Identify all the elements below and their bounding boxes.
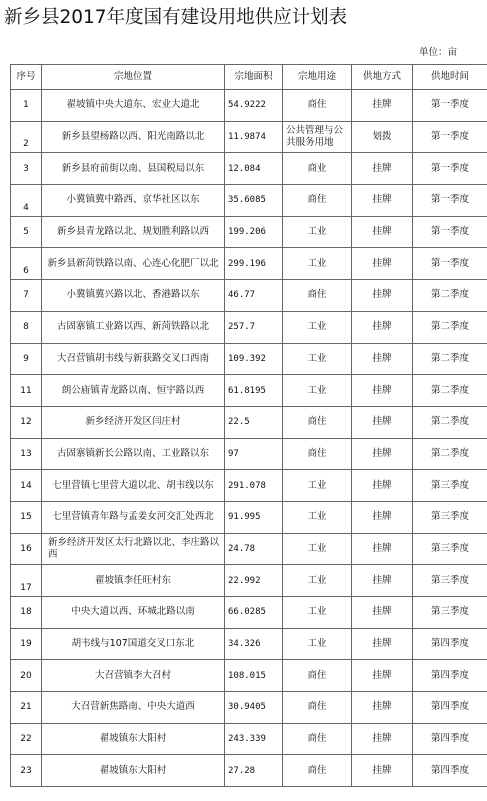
- row-number: 3: [11, 153, 42, 185]
- row-method: 挂牌: [352, 628, 413, 660]
- row-number: 2: [11, 121, 42, 153]
- row-time: 第一季度: [413, 90, 487, 122]
- row-use: 工业: [283, 533, 352, 565]
- row-use: 商住: [283, 406, 352, 438]
- row-location: 新乡县望杨路以西、阳光南路以北: [42, 121, 225, 153]
- header-method: 供地方式: [352, 65, 413, 90]
- row-use: 公共管理与公共服务用地: [283, 121, 352, 153]
- row-location: 中央大道以西、环城北路以南: [42, 597, 225, 629]
- row-use: 商住: [283, 280, 352, 312]
- row-number: 17: [11, 565, 42, 597]
- row-location: 胡韦线与107国道交叉口东北: [42, 628, 225, 660]
- table-row: [11, 375, 487, 407]
- row-method: 挂牌: [352, 660, 413, 692]
- row-number: 8: [11, 311, 42, 343]
- table-row: [11, 533, 487, 565]
- row-location: 大召营镇李大召村: [42, 660, 225, 692]
- row-method: 挂牌: [352, 311, 413, 343]
- row-use: 商住: [283, 185, 352, 217]
- table-row: [11, 185, 487, 217]
- header-row: [11, 65, 487, 90]
- table-row: [11, 628, 487, 660]
- table-row: [11, 248, 487, 280]
- row-use: 工业: [283, 597, 352, 629]
- row-time: 第一季度: [413, 121, 487, 153]
- row-number: 19: [11, 628, 42, 660]
- row-time: 第一季度: [413, 153, 487, 185]
- row-number: 5: [11, 216, 42, 248]
- row-number: 21: [11, 692, 42, 724]
- row-use: 商住: [283, 723, 352, 755]
- row-number: 22: [11, 723, 42, 755]
- row-time: 第二季度: [413, 343, 487, 375]
- row-area: 46.77: [225, 280, 283, 312]
- row-time: 第一季度: [413, 248, 487, 280]
- row-time: 第二季度: [413, 311, 487, 343]
- row-location: 朗公庙镇青龙路以南、恒宇路以西: [42, 375, 225, 407]
- row-use: 商住: [283, 660, 352, 692]
- row-number: 9: [11, 343, 42, 375]
- row-time: 第一季度: [413, 216, 487, 248]
- row-location: 新乡县青龙路以北、规划胜利路以西: [42, 216, 225, 248]
- row-location: 古固寨镇新长公路以南、工业路以东: [42, 438, 225, 470]
- row-time: 第三季度: [413, 501, 487, 533]
- row-method: 挂牌: [352, 501, 413, 533]
- row-number: 20: [11, 660, 42, 692]
- row-area: 12.084: [225, 153, 283, 185]
- row-method: 划拨: [352, 121, 413, 153]
- row-time: 第三季度: [413, 470, 487, 502]
- page-title: 新乡县2017年度国有建设用地供应计划表: [4, 7, 348, 28]
- row-area: 299.196: [225, 248, 283, 280]
- row-location: 新乡经济开发区太行北路以北、李庄路以西: [42, 533, 225, 565]
- row-area: 11.9874: [225, 121, 283, 153]
- row-use: 工业: [283, 501, 352, 533]
- row-time: 第三季度: [413, 597, 487, 629]
- row-time: 第四季度: [413, 723, 487, 755]
- row-area: 24.78: [225, 533, 283, 565]
- table-row: [11, 153, 487, 185]
- table-row: [11, 406, 487, 438]
- row-method: 挂牌: [352, 692, 413, 724]
- row-time: 第二季度: [413, 280, 487, 312]
- row-method: 挂牌: [352, 470, 413, 502]
- row-use: 商住: [283, 438, 352, 470]
- row-time: 第二季度: [413, 406, 487, 438]
- row-method: 挂牌: [352, 533, 413, 565]
- row-time: 第四季度: [413, 660, 487, 692]
- row-method: 挂牌: [352, 375, 413, 407]
- land-supply-table: [10, 64, 487, 787]
- row-method: 挂牌: [352, 90, 413, 122]
- table-row: [11, 501, 487, 533]
- row-time: 第四季度: [413, 628, 487, 660]
- row-area: 97: [225, 438, 283, 470]
- table-row: [11, 343, 487, 375]
- row-location: 大召营镇胡韦线与新获路交叉口西南: [42, 343, 225, 375]
- row-use: 工业: [283, 470, 352, 502]
- row-time: 第二季度: [413, 375, 487, 407]
- header-area: 宗地面积: [225, 65, 283, 90]
- row-location: 小冀镇冀兴路以北、香港路以东: [42, 280, 225, 312]
- row-area: 243.339: [225, 723, 283, 755]
- row-area: 34.326: [225, 628, 283, 660]
- row-location: 七里营镇七里营大道以北、胡韦线以东: [42, 470, 225, 502]
- row-location: 翟坡镇李任旺村东: [42, 565, 225, 597]
- row-method: 挂牌: [352, 723, 413, 755]
- row-area: 22.5: [225, 406, 283, 438]
- row-location: 翟坡镇东大阳村: [42, 755, 225, 787]
- row-time: 第一季度: [413, 185, 487, 217]
- row-number: 13: [11, 438, 42, 470]
- row-location: 新乡经济开发区闫庄村: [42, 406, 225, 438]
- row-method: 挂牌: [352, 565, 413, 597]
- table-row: [11, 755, 487, 787]
- row-time: 第三季度: [413, 565, 487, 597]
- row-area: 257.7: [225, 311, 283, 343]
- row-location: 大召营新焦路南、中央大道西: [42, 692, 225, 724]
- row-use: 商住: [283, 90, 352, 122]
- row-use: 工业: [283, 216, 352, 248]
- table-row: [11, 723, 487, 755]
- row-area: 61.8195: [225, 375, 283, 407]
- row-number: 14: [11, 470, 42, 502]
- row-location: 翟坡镇东大阳村: [42, 723, 225, 755]
- row-method: 挂牌: [352, 343, 413, 375]
- table-row: [11, 597, 487, 629]
- table-row: [11, 692, 487, 724]
- row-use: 工业: [283, 248, 352, 280]
- row-time: 第二季度: [413, 438, 487, 470]
- header-no: 序号: [11, 65, 42, 90]
- row-use: 商住: [283, 692, 352, 724]
- row-method: 挂牌: [352, 153, 413, 185]
- header-use: 宗地用途: [283, 65, 352, 90]
- row-area: 91.995: [225, 501, 283, 533]
- row-number: 1: [11, 90, 42, 122]
- table-row: [11, 438, 487, 470]
- row-location: 古固寨镇工业路以西、新菏铁路以北: [42, 311, 225, 343]
- row-number: 16: [11, 533, 42, 565]
- row-use: 工业: [283, 628, 352, 660]
- row-method: 挂牌: [352, 185, 413, 217]
- table-row: [11, 90, 487, 122]
- row-time: 第四季度: [413, 692, 487, 724]
- row-number: 12: [11, 406, 42, 438]
- row-time: 第三季度: [413, 533, 487, 565]
- row-location: 七里营镇青年路与孟姜女河交汇处西北: [42, 501, 225, 533]
- table-row: [11, 121, 487, 153]
- row-area: 108.015: [225, 660, 283, 692]
- row-number: 4: [11, 185, 42, 217]
- row-area: 109.392: [225, 343, 283, 375]
- row-area: 54.9222: [225, 90, 283, 122]
- row-area: 22.992: [225, 565, 283, 597]
- row-location: 翟坡镇中央大道东、宏业大道北: [42, 90, 225, 122]
- row-location: 新乡县新菏铁路以南、心连心化肥厂以北: [42, 248, 225, 280]
- row-use: 商业: [283, 153, 352, 185]
- table-row: [11, 311, 487, 343]
- row-method: 挂牌: [352, 755, 413, 787]
- row-use: 工业: [283, 311, 352, 343]
- row-area: 35.6085: [225, 185, 283, 217]
- table-row: [11, 216, 487, 248]
- row-method: 挂牌: [352, 597, 413, 629]
- row-use: 工业: [283, 343, 352, 375]
- row-use: 工业: [283, 565, 352, 597]
- row-method: 挂牌: [352, 438, 413, 470]
- row-area: 199.206: [225, 216, 283, 248]
- row-use: 工业: [283, 375, 352, 407]
- row-number: 15: [11, 501, 42, 533]
- row-location: 新乡县府前街以南、县国税局以东: [42, 153, 225, 185]
- row-number: 6: [11, 248, 42, 280]
- row-location: 小冀镇冀中路西、京华社区以东: [42, 185, 225, 217]
- row-area: 30.9405: [225, 692, 283, 724]
- row-method: 挂牌: [352, 406, 413, 438]
- unit-label: 单位：亩: [419, 47, 458, 58]
- row-method: 挂牌: [352, 216, 413, 248]
- row-number: 18: [11, 597, 42, 629]
- row-number: 11: [11, 375, 42, 407]
- header-time: 供地时间: [413, 65, 487, 90]
- row-area: 27.28: [225, 755, 283, 787]
- row-area: 66.0285: [225, 597, 283, 629]
- row-use: 商住: [283, 755, 352, 787]
- row-number: 23: [11, 755, 42, 787]
- header-location: 宗地位置: [42, 65, 225, 90]
- row-time: 第四季度: [413, 755, 487, 787]
- table-row: [11, 280, 487, 312]
- table-row: [11, 470, 487, 502]
- row-area: 291.078: [225, 470, 283, 502]
- row-method: 挂牌: [352, 280, 413, 312]
- table-row: [11, 660, 487, 692]
- row-method: 挂牌: [352, 248, 413, 280]
- table-row: [11, 565, 487, 597]
- row-number: 7: [11, 280, 42, 312]
